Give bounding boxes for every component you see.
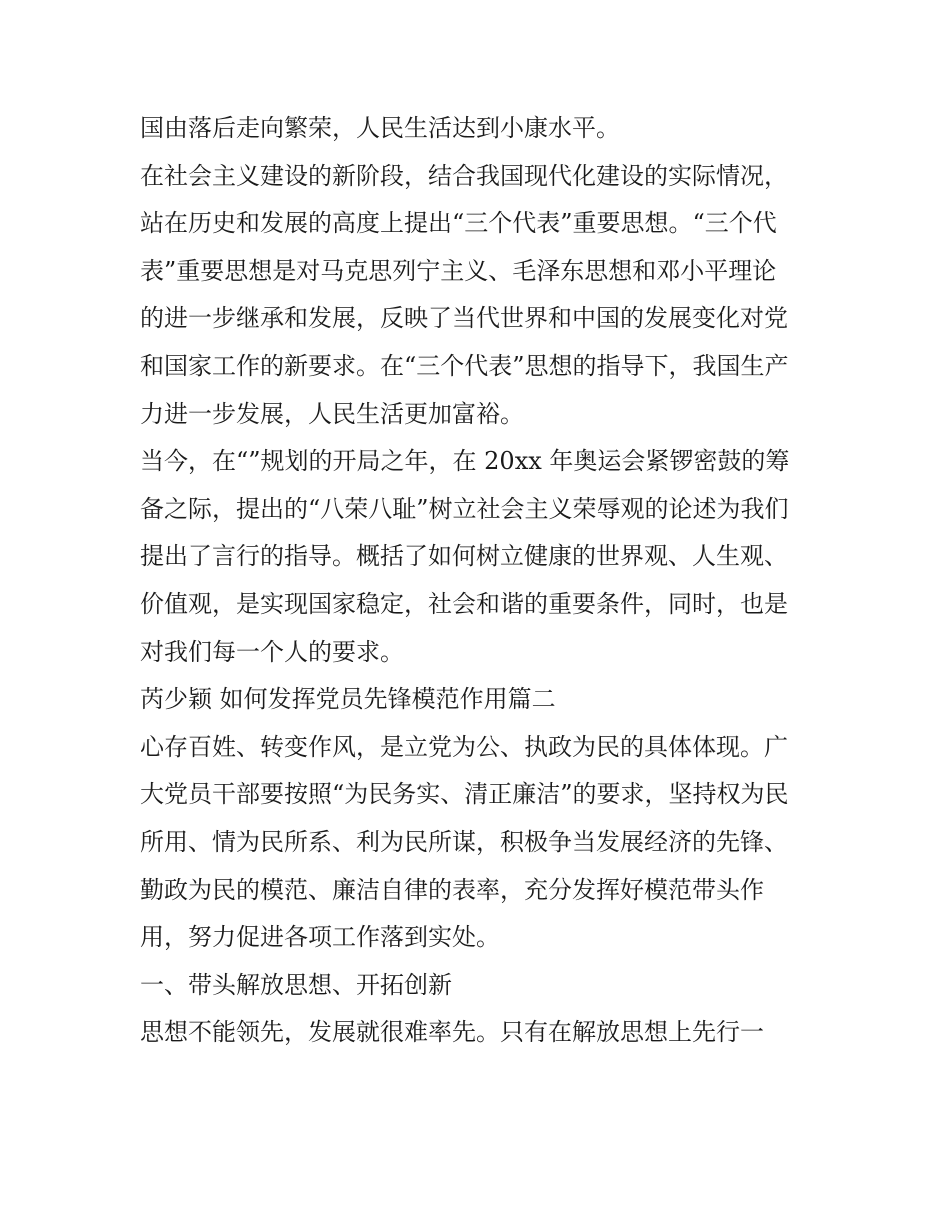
text-line: 大党员干部要按照“为民务实、清正廉洁”的要求，坚持权为民 (140, 780, 789, 809)
text-line: 当今，在“”规划的开局之年，在 20xx 年奥运会紧锣密鼓的筹 (140, 447, 790, 476)
text-line: 的进一步继承和发展，反映了当代世界和中国的发展变化对党 (140, 304, 788, 333)
section-title: 芮少颖 如何发挥党员先锋模范作用篇二 (140, 685, 556, 714)
text-line: 心存百姓、转变作风，是立党为公、执政为民的具体体现。广 (140, 732, 788, 761)
text-line: 表”重要思想是对马克思列宁主义、毛泽东思想和邓小平理论 (140, 256, 777, 285)
text-line: 站在历史和发展的高度上提出“三个代表”重要思想。“三个代 (140, 209, 777, 238)
text-line: 备之际，提出的“八荣八耻”树立社会主义荣辱观的论述为我们 (140, 494, 789, 523)
text-line: 和国家工作的新要求。在“三个代表”思想的指导下，我国生产 (140, 351, 789, 380)
text-line: 提出了言行的指导。概括了如何树立健康的世界观、人生观、 (140, 542, 788, 571)
text-line: 在社会主义建设的新阶段，结合我国现代化建设的实际情况， (140, 161, 788, 190)
text-line: 思想不能领先，发展就很难率先。只有在解放思想上先行一 (140, 1018, 764, 1047)
text-line: 所用、情为民所系、利为民所谋，积极争当发展经济的先锋、 (140, 827, 788, 856)
text-line: 国由落后走向繁荣，人民生活达到小康水平。 (140, 114, 620, 142)
text-line: 勤政为民的模范、廉洁自律的表率，充分发挥好模范带头作 (140, 875, 764, 904)
subsection-heading: 一、带头解放思想、开拓创新 (140, 970, 452, 999)
text-line: 用，努力促进各项工作落到实处。 (140, 923, 500, 952)
document-body (140, 105, 812, 1057)
text-line: 对我们每一个人的要求。 (140, 637, 404, 666)
text-line: 力进一步发展，人民生活更加富裕。 (140, 399, 524, 428)
text-line: 价值观，是实现国家稳定，社会和谐的重要条件，同时，也是 (140, 589, 788, 618)
